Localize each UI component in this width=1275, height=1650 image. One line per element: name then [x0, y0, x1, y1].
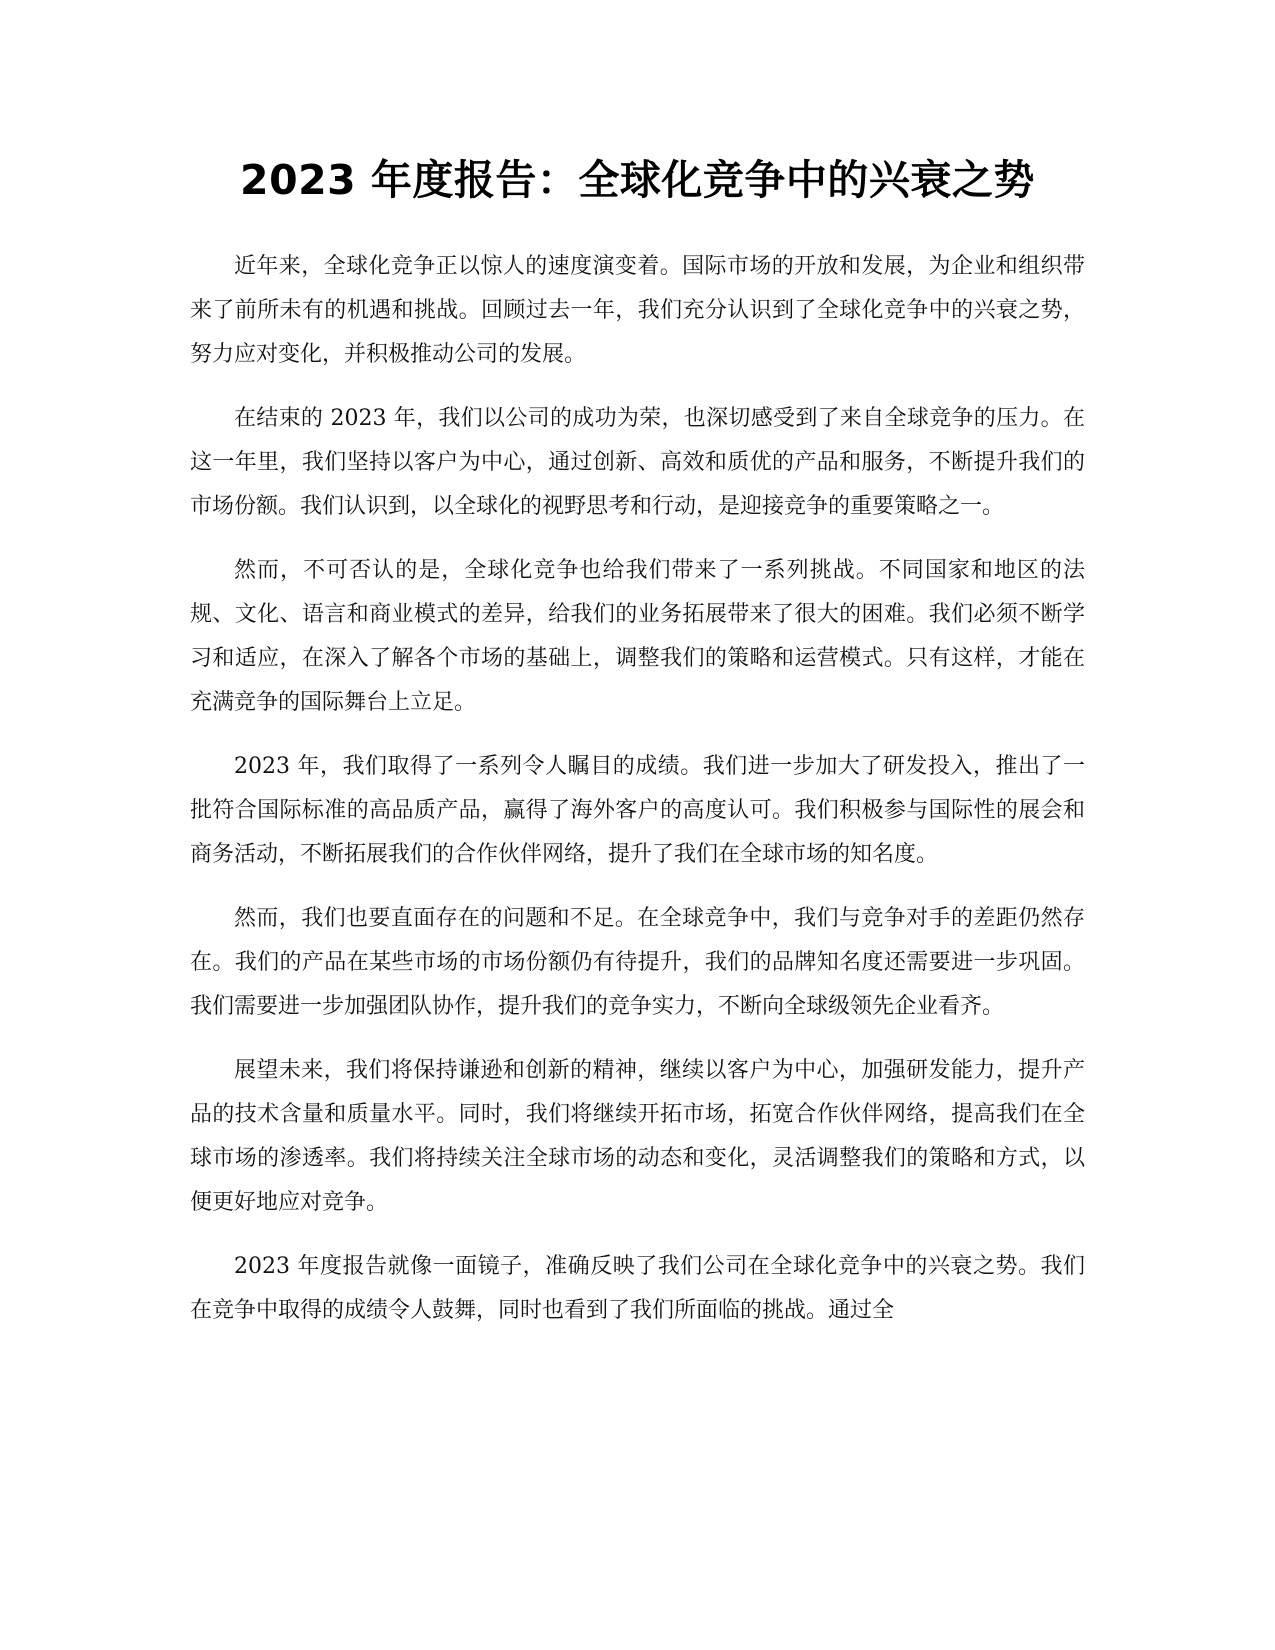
paragraph-3: 然而，不可否认的是，全球化竞争也给我们带来了一系列挑战。不同国家和地区的法规、文化、语言和商业模式的差异，给我们的业务拓展带来了很大的困难。我们必须不断学习和适应，在深入了解各个市场的基础上，调整我们的策略和运营模式。只有这样，才能在充满竞争的国际舞台上立足。 — [190, 558, 1085, 715]
paragraph-2: 在结束的 2023 年，我们以公司的成功为荣，也深切感受到了来自全球竞争的压力。在这一年里，我们坚持以客户为中心，通过创新、高效和质优的产品和服务，不断提升我们的市场份额。我们认识到，以全球化的视野思考和行动，是迎接竞争的重要策略之一。 — [190, 406, 1085, 519]
paragraph-6: 展望未来，我们将保持谦逊和创新的精神，继续以客户为中心，加强研发能力，提升产品的技术含量和质量水平。同时，我们将继续开拓市场，拓宽合作伙伴网络，提高我们在全球市场的渗透率。我们将持续关注全球市场的动态和变化，灵活调整我们的策略和方式，以便更好地应对竞争。 — [190, 1058, 1085, 1215]
paragraph-7: 2023 年度报告就像一面镜子，准确反映了我们公司在全球化竞争中的兴衰之势。我们在竞争中取得的成绩令人鼓舞，同时也看到了我们所面临的挑战。通过全 — [190, 1254, 1085, 1323]
document-title: 2023 年度报告：全球化竞争中的兴衰之势 — [240, 156, 1035, 204]
paragraph-4: 2023 年，我们取得了一系列令人瞩目的成绩。我们进一步加大了研发投入，推出了一批符合国际标准的高品质产品，赢得了海外客户的高度认可。我们积极参与国际性的展会和商务活动，不断拓展我们的合作伙伴网络，提升了我们在全球市场的知名度。 — [190, 754, 1085, 867]
document-body — [190, 245, 1085, 1353]
paragraph-5: 然而，我们也要直面存在的问题和不足。在全球竞争中，我们与竞争对手的差距仍然存在。我们的产品在某些市场的市场份额仍有待提升，我们的品牌知名度还需要进一步巩固。我们需要进一步加强团队协作，提升我们的竞争实力，不断向全球级领先企业看齐。 — [190, 906, 1085, 1019]
paragraph-1: 近年来，全球化竞争正以惊人的速度演变着。国际市场的开放和发展，为企业和组织带来了前所未有的机遇和挑战。回顾过去一年，我们充分认识到了全球化竞争中的兴衰之势，努力应对变化，并积极推动公司的发展。 — [190, 254, 1085, 367]
